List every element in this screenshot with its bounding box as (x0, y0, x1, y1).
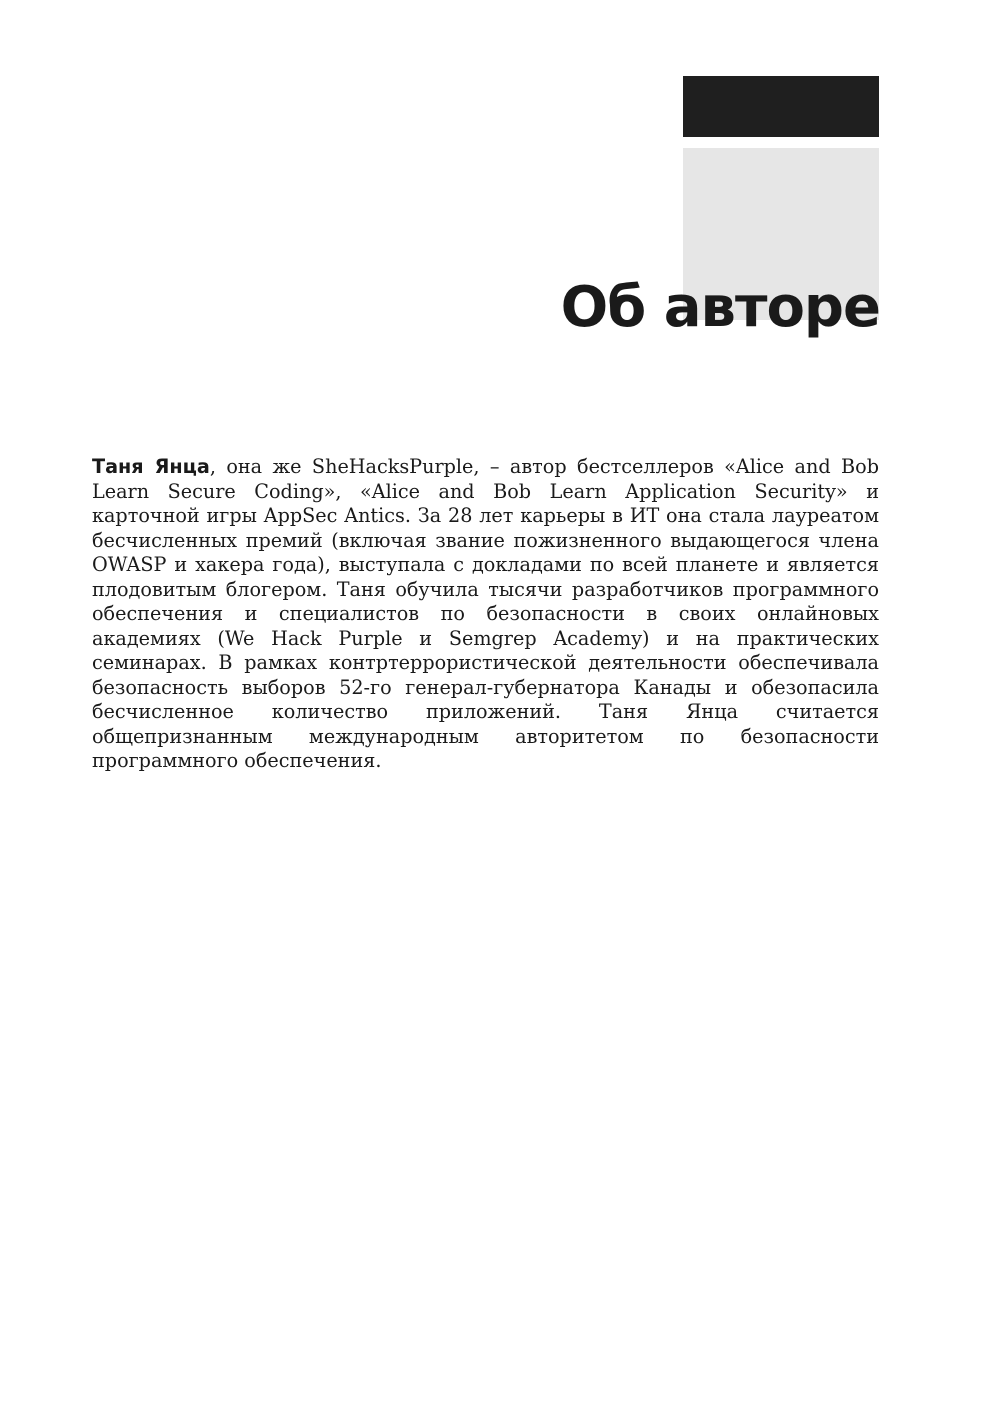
about-author-paragraph (92, 455, 879, 774)
about-author-body: , она же SheHacksPurple, – автор бестселлеров «Alice and Bob Learn Secure Coding», «Alice and Bob Learn Application Security» и карточной игры AppSec Antics. За 28 лет карьеры в ИТ она стала лауреатом бесчисленных премий (включая звание пожизненного выдающегося члена OWASP и хакера года), выступала с докладами по всей планете и является плодовитым блогером. Таня обучила тысячи разработчиков программного обеспечения и специалистов по безопасности в своих онлайновых академиях (We Hack Purple и Semgrep Academy) и на практических семинарах. В рамках контртеррористической деятельности обеспечивала безопасность выборов 52-го генерал-губернатора Канады и обезопасила бесчисленное количество приложений. Таня Янца считается общепризнанным международным авторитетом по безопасности программного обеспечения. (92, 455, 879, 772)
author-name: Таня Янца (92, 455, 210, 478)
chapter-title: Об авторе (560, 275, 880, 340)
chapter-dark-block (683, 76, 879, 137)
